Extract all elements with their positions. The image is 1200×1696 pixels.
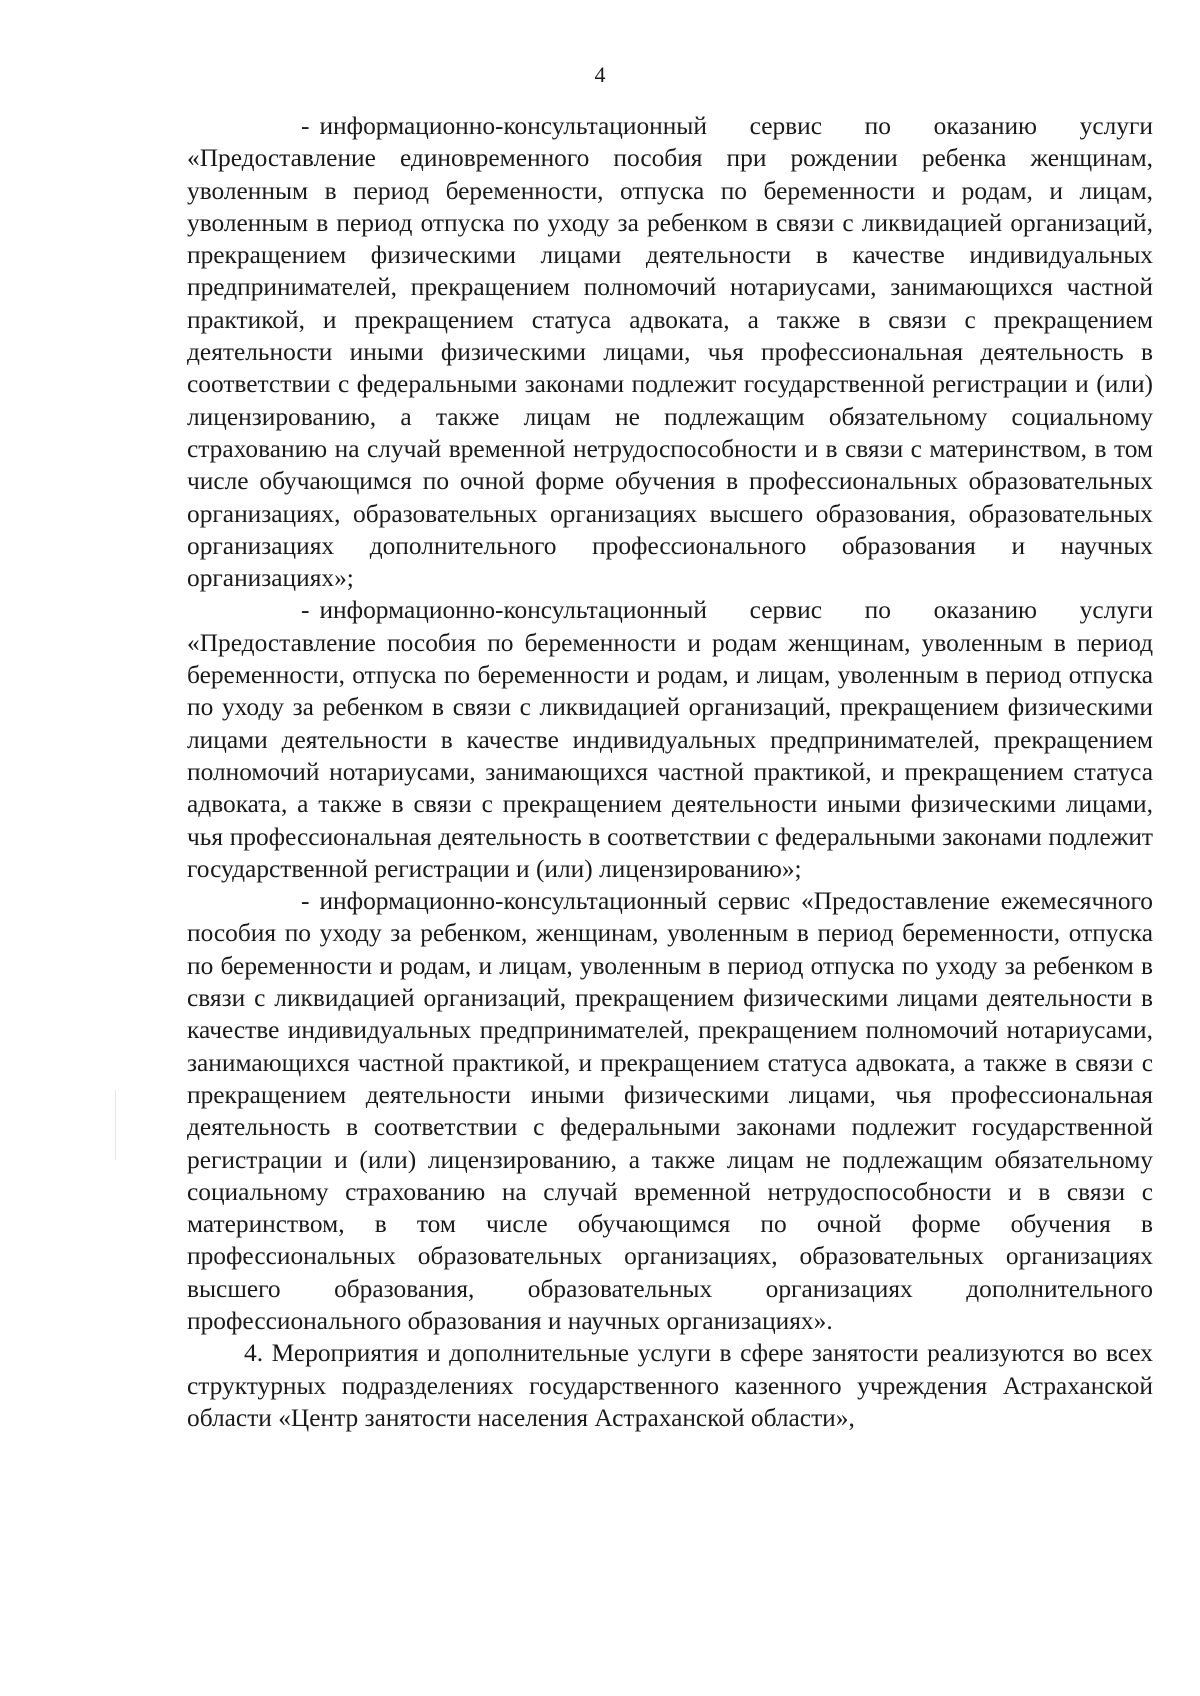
list-dash: - (301, 596, 310, 625)
list-item (187, 594, 1153, 885)
list-dash: - (301, 112, 310, 140)
list-item-text: информационно-консультационный сервис по оказанию услуги «Предоставление единовременного пособия при рождении ребенка женщинам, уволенным в период беременности, отпуска по беременности и родам, и лицам, уволенным в период отпуска по уходу за ребенком в связи с ликвидацией организаций, прекращением физическими лицами деятельности в качестве индивидуальных предпринимателей, прекращением полномочий нотариусами, занимающихся частной практикой, и прекращением статуса адвоката, а также в связи с прекращением деятельности иными физическими лицами, чья профессиональная деятельность в соответствии с федеральными законами подлежит государственной регистрации и (или) лицензированию, а также лицам не подлежащим обязательному социальному страхованию на случай временной нетрудоспособности и в связи с материнством, в том числе обучающимся по очной форме обучения в профессиональных образовательных организациях, образовательных организациях высшего образования, образовательных организациях дополнительного профессионального образования и научных организациях»; (187, 112, 1153, 593)
list-item-text: информационно-консультационный сервис «Предоставление ежемесячного пособия по уходу за ребенком, женщинам, уволенным в период беременности, отпуска по беременности и родам, и лицам, уволенным в период отпуска по уходу за ребенком в связи с ликвидацией организаций, прекращением физическими лицами деятельности в качестве индивидуальных предпринимателей, прекращением полномочий нотариусами, занимающихся частной практикой, и прекращением статуса адвоката, а также в связи с прекращением деятельности иными физическими лицами, чья профессиональная деятельность в соответствии с федеральными законами подлежит государственной регистрации и (или) лицензированию, а также лицам не подлежащим обязательному социальному страхованию на случай временной нетрудоспособности и в связи с материнством, в том числе обучающимся по очной форме обучения в профессиональных образовательных организациях, образовательных организациях высшего образования, образовательных организациях дополнительного профессионального образования и научных организациях». (187, 887, 1153, 1335)
page-number: 4 (594, 62, 606, 87)
numbered-paragraph: 4. Мероприятия и дополнительные услуги в сфере занятости реализуются во всех структурных подразделениях государственного казенного учреждения Астраханской области «Центр занятости населения Астраханской области», (187, 1339, 1153, 1432)
document-body (187, 110, 1153, 1434)
list-item-text: информационно-консультационный сервис по оказанию услуги «Предоставление пособия по беременности и родам женщинам, уволенным в период беременности, отпуска по беременности и родам, и лицам, уволенным в период отпуска по уходу за ребенком в связи с ликвидацией организаций, прекращением физическими лицами деятельности в качестве индивидуальных предпринимателей, прекращением полномочий нотариусами, занимающихся частной практикой, и прекращением статуса адвоката, а также в связи с прекращением деятельности иными физическими лицами, чья профессиональная деятельность в соответствии с федеральными законами подлежит государственной регистрации и (или) лицензированию»; (187, 596, 1153, 883)
list-item (187, 110, 1153, 594)
list-dash: - (301, 887, 310, 916)
scan-margin-mark (115, 1090, 116, 1160)
list-item (187, 885, 1153, 1337)
